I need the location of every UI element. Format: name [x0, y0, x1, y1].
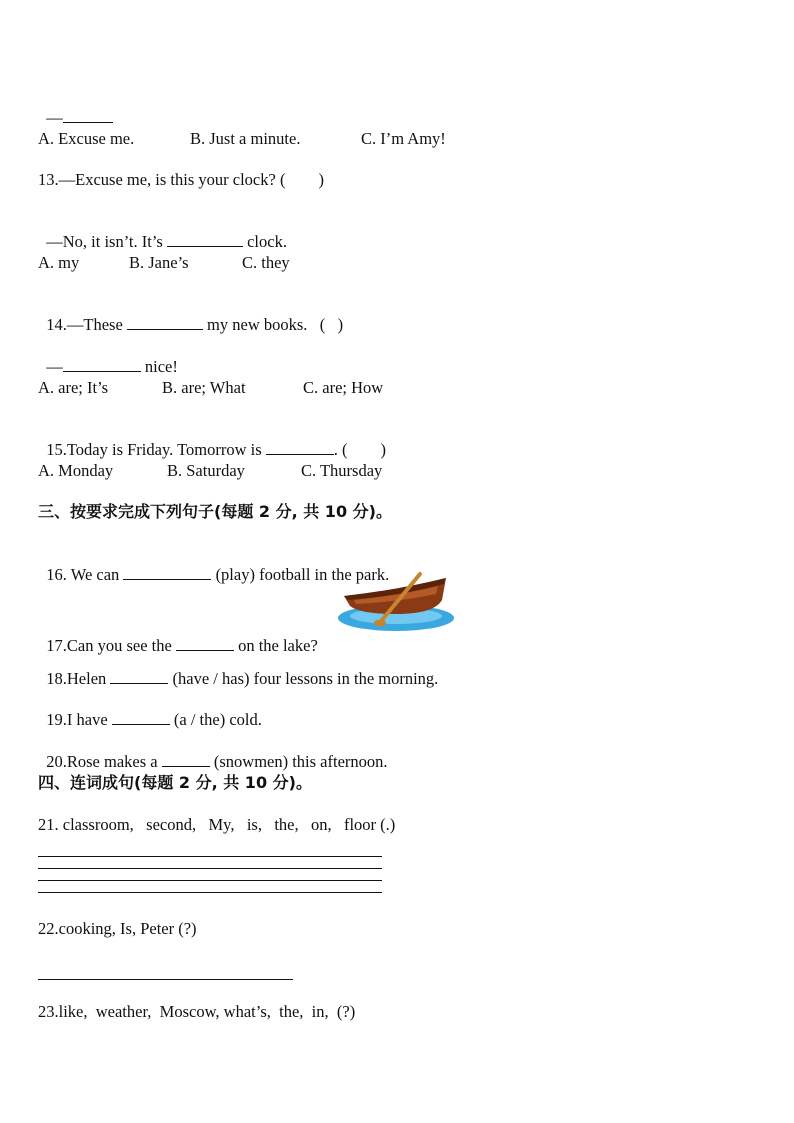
q12-dash: — — [46, 108, 63, 127]
q12-blank[interactable] — [63, 108, 113, 123]
q20-blank[interactable] — [162, 752, 210, 767]
q13-prompt: 13.—Excuse me, is this your clock? ( ) — [38, 170, 324, 189]
q14-blank-2[interactable] — [63, 357, 141, 372]
q14-option-a[interactable]: A. are; It’s — [38, 378, 109, 397]
q12-answer-line — [38, 88, 113, 128]
q15-blank[interactable] — [266, 440, 334, 455]
q21-answer-line-4[interactable] — [38, 892, 382, 893]
q14-prompt-post: my new books. ( ) — [202, 315, 344, 334]
q14-option-c[interactable]: C. are; How — [303, 378, 384, 397]
q13-option-c[interactable]: C. they — [242, 253, 290, 272]
q15-prompt — [38, 420, 386, 460]
q15-prompt-pre: 15.Today is Friday. Tomorrow is — [46, 440, 266, 459]
q13-answer-post: clock. — [242, 232, 287, 251]
q13-answer-pre: —No, it isn’t. It’s — [46, 232, 167, 251]
oar-blade-shape — [374, 620, 386, 627]
q14-prompt-pre: 14.—These — [46, 315, 127, 334]
q12-option-a[interactable]: A. Excuse me. — [38, 129, 135, 148]
q16-blank[interactable] — [123, 565, 211, 580]
q18-blank[interactable] — [110, 669, 168, 684]
q13-option-b[interactable]: B. Jane’s — [129, 253, 189, 272]
q18 — [38, 649, 438, 689]
q12-option-c[interactable]: C. I’m Amy! — [361, 129, 446, 148]
q19-blank[interactable] — [112, 710, 170, 725]
q12-option-b[interactable]: B. Just a minute. — [190, 129, 301, 148]
q13-answer-line — [38, 212, 287, 252]
q21-answer-line-1[interactable] — [38, 856, 382, 857]
q13-option-a[interactable]: A. my — [38, 253, 80, 272]
q15-prompt-post: . ( ) — [333, 440, 387, 459]
q20 — [38, 732, 388, 772]
q19-pre: 19.I have — [46, 710, 112, 729]
q16-pre: 16. We can — [46, 565, 124, 584]
q19 — [38, 690, 262, 730]
q14-option-b[interactable]: B. are; What — [162, 378, 246, 397]
q21-words: 21. classroom, second, My, is, the, on, floor (.) — [38, 815, 396, 834]
q15-option-b[interactable]: B. Saturday — [167, 461, 245, 480]
q22-answer-line[interactable] — [38, 979, 293, 980]
q14-blank-1[interactable] — [127, 315, 203, 330]
q15-option-c[interactable]: C. Thursday — [301, 461, 383, 480]
q20-post: (snowmen) this afternoon. — [209, 752, 388, 771]
section-3-heading: 三、按要求完成下列句子(每题 2 分, 共 10 分)。 — [38, 502, 392, 521]
q14-answer-line — [38, 337, 178, 377]
q18-pre: 18.Helen — [46, 669, 111, 688]
q14-answer-post: nice! — [140, 357, 178, 376]
q17-post: on the lake? — [233, 636, 318, 655]
q23-words: 23.like, weather, Moscow, what’s, the, in, (?) — [38, 1002, 356, 1021]
q14-answer-pre: — — [46, 357, 63, 376]
q16-post: (play) football in the park. — [211, 565, 390, 584]
q13-blank[interactable] — [167, 232, 243, 247]
q21-answer-line-2[interactable] — [38, 868, 382, 869]
boat-on-lake-image — [338, 570, 460, 636]
q19-post: (a / the) cold. — [169, 710, 262, 729]
q15-option-a[interactable]: A. Monday — [38, 461, 114, 480]
q20-pre: 20.Rose makes a — [46, 752, 162, 771]
q17-pre: 17.Can you see the — [46, 636, 176, 655]
q22-words: 22.cooking, Is, Peter (?) — [38, 919, 197, 938]
q18-post: (have / has) four lessons in the morning. — [168, 669, 439, 688]
q16 — [38, 545, 389, 585]
section-4-heading: 四、连词成句(每题 2 分, 共 10 分)。 — [38, 773, 312, 792]
q21-answer-line-3[interactable] — [38, 880, 382, 881]
q14-prompt — [38, 295, 343, 335]
